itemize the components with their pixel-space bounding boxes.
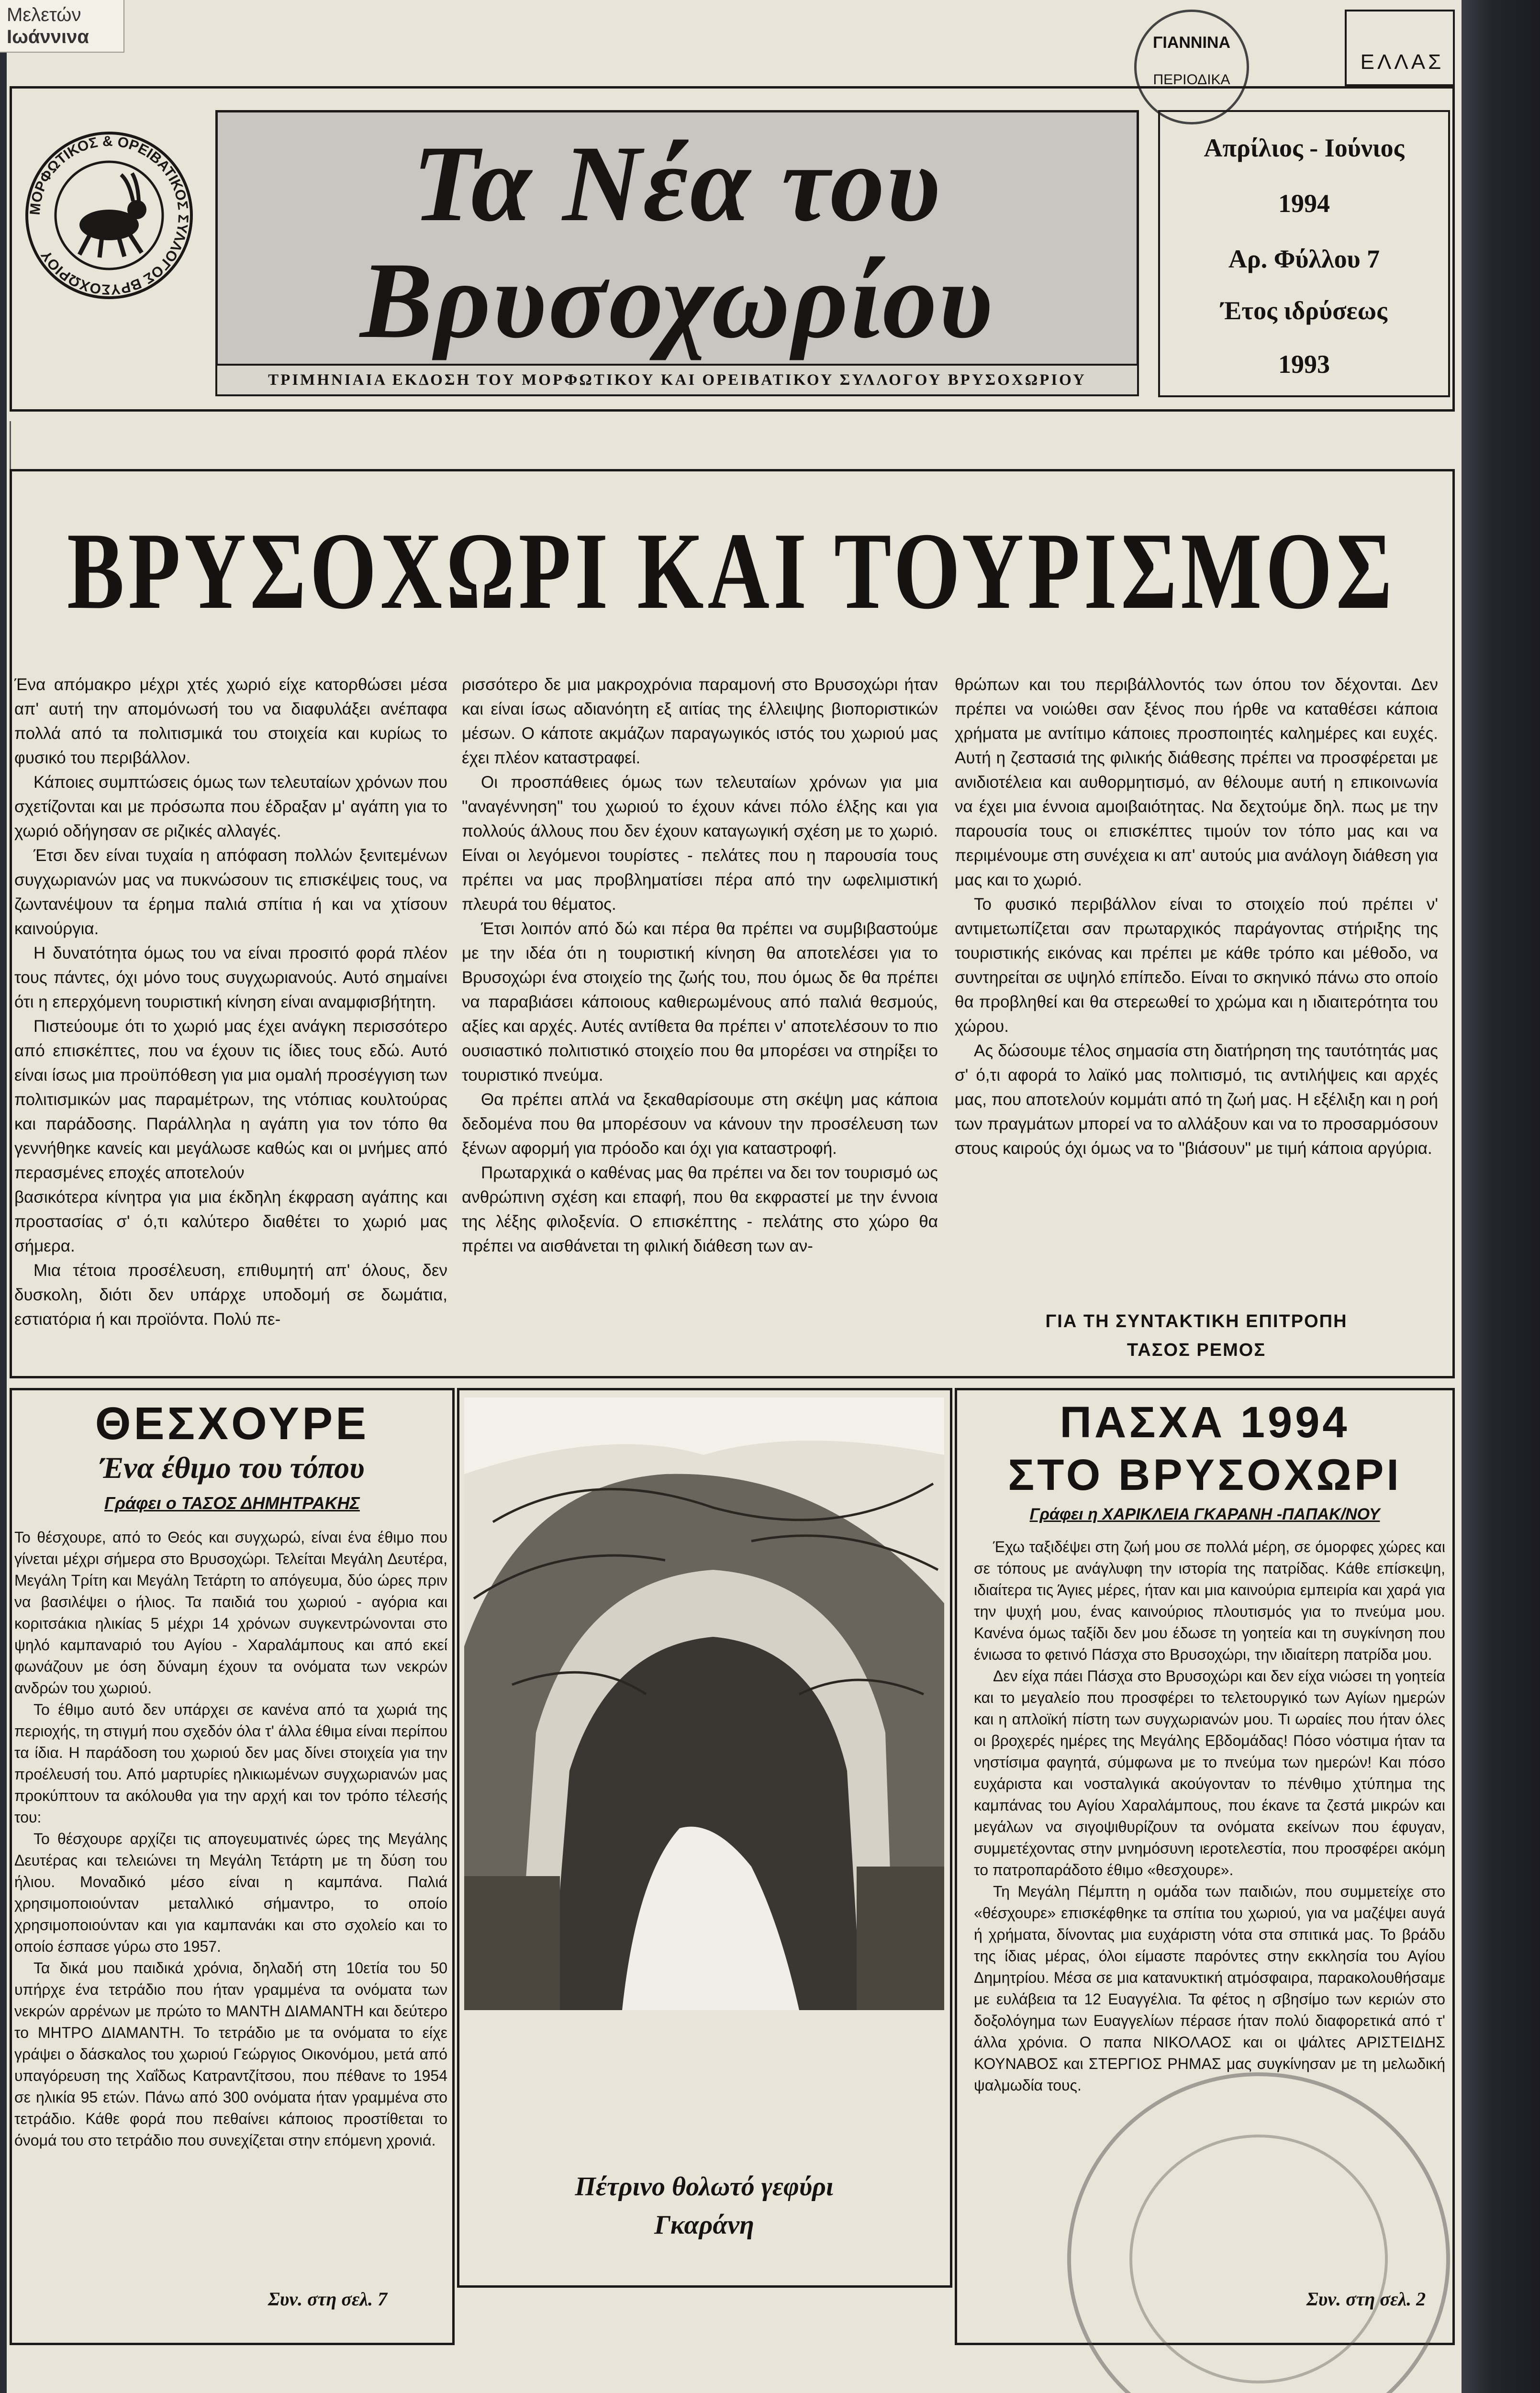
main-col-1: Ένα απόμακρο μέχρι χτές χωριό είχε κατορθώσει μέσα απ' αυτή την απομόνωσή του να διαφυλάξει ανέπαφα πολλά από τα πολιτισμικά του στοιχεία και κυρίως το φυσικό του περιβάλλον. Κάποιες συμπτώσεις όμως των τελευταίων χρόνων που σχετίζονται και με πρόσωπα που έδραξαν μ' αγάπη για το χωριό οδήγησαν σε ριζικές αλλαγές. Έτσι δεν είναι τυχαία η απόφαση πολλών ξενιτεμένων συγχωριανών μας να πυκνώσουν τις επισκέψεις τους, να ζωντανέψουν τα έρημα παλιά σπίτια ή και να χτίσουν καινούργια. Η δυνατότητα όμως του να είναι προσιτό φορά πλέον τους πάντες, όχι μόνο τους συγχωριανούς. Αυτό σημαίνει ότι η επερχόμενη τουριστική κίνηση είναι αναμφισβήτητη. Πιστεύουμε ότι το χωριό μας έχει ανάγκη περισσότερο από επισκέπτες, που να έχουν τις ίδιες τους εδώ. Αυτό είναι ίσως μια προϋπόθεση για μια ομαλή προσέγγιση των πολιτισμικών μας παραμέτρων, της ντόπιας κουλτούρας και παράδοσης. Παράλληλα η αγάπη για τον τόπο θα γεννήθηκε κανείς και μεγάλωσε καθώς και οι μνήμες από περασμένες εποχές αποτελούν βασικότερα κίνητρα για μια έκδηλη έκφραση αγάπης και προστασίας σ' ό,τι καλύτερο διαθέτει το χωριό μας σήμερα. Μια τέτοια προσέλευση, επιθυμητή απ' όλους, δεν δυσκολη, διότι δεν υπάρχε υποδομή σε δωμάτια, εστιατόρια ή και προϊόντα. Πολύ πε- xyxy=(14,675,447,1329)
postal-country-box xyxy=(1345,10,1455,86)
postal-stamp-top: ΓΙΑΝΝΙΝΑ xyxy=(1152,34,1231,52)
issue-year: 1994 xyxy=(1278,189,1330,218)
signature-line2: ΤΑΣΟΣ ΡΕΜΟΣ xyxy=(1127,1340,1266,1360)
signature-line1: ΓΙΑ ΤΗ ΣΥΝΤΑΚΤΙΚΗ ΕΠΙΤΡΟΠΗ xyxy=(1045,1311,1348,1331)
photo-caption-line2: Γκαράνη xyxy=(654,2210,754,2240)
archive-label xyxy=(0,0,124,53)
issue-period: Απρίλιος - Ιούνιος xyxy=(1204,134,1405,162)
club-logo xyxy=(23,129,195,302)
masthead-title-line1: Τα Νέα του xyxy=(412,123,942,244)
postal-stamp-bottom: ΠΕΡΙΟΔΙΚΑ xyxy=(1153,72,1230,88)
founded-year: 1993 xyxy=(1278,350,1330,379)
pasxa-body: Έχω ταξιδέψει στη ζωή μου σε πολλά μέρη, σε όμορφες χώρες και σε τόπους με ανάγλυφη την ιστορία της πατρίδας. Κάθε επίσκεψη, ιδιαίτερα τις Άγιες μέρες, ήταν και μια καινούρια εμπειρία και χαρά για την ψυχή μου, ένας καινούριος πλουτισμός για το πνεύμα μου. Κανένα όμως ταξίδι δεν μου έδωσε τη γοητεία και τη συγκίνηση που ένιωσα το φετινό Πάσχα στο Βρυσοχώρι, την ιδιαίτερη πατρίδα μου. Δεν είχα πάει Πάσχα στο Βρυσοχώρι και δεν είχα νιώσει τη γοητεία και το μεγαλείο που προσφέρει το τελετουργικό των Αγίων ημερών και η απλοϊκή πίστη των συγχωριανών μου. Τι ωραίες που ήταν όλες οι βροχερές ημέρες της Μεγάλης Εβδομάδας! Πόσο νόστιμα ήταν τα νηστίσιμα φαγητά, σύμφωνα με το πνεύμα των ημερών! Και πόσο ευχάριστα και νοσταλγικά ακούγονταν το πένθιμο χτύπημα της καμπάνας του Αγίου Χαραλάμπους, που έκανε τα ζεστά μικρών και μεγάλων να σιγοψιθυρίζουν τα ονόματα εκείνων που έφυγαν, συμμετέχοντας στην μνημόσυνη ιεροτελεστία, που προσφέρει ακόμη το πατροπαράδοτο έθιμο «θεσχουρε». Τη Μεγάλη Πέμπτη η ομάδα των παιδιών, που συμμετείχε στο «θέσχουρε» επισκέφθηκε τα σπίτια του χωριού, για να μαζέψει αυγά ή χρήματα, δίνοντας μια ευχάριστη νότα στα σπιτικά μας. Το βράδυ της ίδιας μέρας, όλοι είμαστε παρόντες στην εκκλησία του Αγίου Δημητρίου. Μέσα σε μια κατανυκτική ατμόσφαιρα, παρακολουθήσαμε με ευλάβεια τα 12 Ευαγγέλια. Τα φέτος η σβησίμο των κεριών στο δοξολόγημα των Ευαγγελίων πέρασε ήταν πολύ διαφορετικά από τ' άλλα χρόνια. Ο παπα ΝΙΚΟΛΑΟΣ και οι ψάλτες ΑΡΙΣΤΕΙΔΗΣ ΚΟΥΝΑΒΟΣ και ΣΤΕΡΓΙΟΣ ΡΗΜΑΣ μας συγκίνησαν με τη μελωδική ψαλμωδία τους. xyxy=(974,1538,1445,2094)
thesxoure-continued: Συν. στη σελ. 7 xyxy=(268,2288,388,2310)
masthead-subtitle: ΤΡΙΜΗΝΙΑΙΑ ΕΚΔΟΣΗ ΤΟΥ ΜΟΡΦΩΤΙΚΟΥ ΚΑΙ ΟΡΕΙΒΑΤΙΚΟΥ ΣΥΛΛΟΓΟΥ ΒΡΥΣΟΧΩΡΙΟΥ xyxy=(268,371,1086,389)
archive-label-line1: Μελετών xyxy=(7,4,81,25)
archive-label-line2: Ιωάννινα xyxy=(7,26,89,47)
logo-ring-text: ΜΟΡΦΩΤΙΚΟΣ & ΟΡΕΙΒΑΤΙΚΟΣ ΣΥΛΛΟΓΟΣ ΒΡΥΣΟΧΩΡΙΟΥ xyxy=(27,133,191,298)
main-headline: ΒΡΥΣΟΧΩΡΙ ΚΑΙ ΤΟΥΡΙΣΜΟΣ xyxy=(67,510,1396,632)
issue-info-box xyxy=(1158,110,1450,397)
pasxa-title-line1: ΠΑΣΧΑ 1994 xyxy=(1060,1398,1350,1447)
bridge-photo xyxy=(464,1398,944,2010)
thesxoure-body: Το θέσχουρε, από το Θεός και συγχωρώ, είναι ένα έθιμο που γίνεται μέχρι σήμερα στο Βρυσοχώρι. Τελείται Μεγάλη Δευτέρα, Μεγάλη Τρίτη και Μεγάλη Τετάρτη το απόγευμα, δύο ώρες πριν να βασιλέψει ο ήλιος. Τα παιδιά του χωριού - αγόρια και κοριτσάκια ηλικίας 5 μέχρι 14 χρόνων συγκεντρώνονται στο ψηλό καμπαναριό του Αγίου - Χαραλάμπους και από εκεί φωνάζουν με όση δύναμη έχουν τα ονόματα των νεκρών ανδρών του χωριού. Το έθιμο αυτό δεν υπάρχει σε κανένα από τα χωριά της περιοχής, τη στιγμή που σχεδόν όλα τ' άλλα έθιμα είναι περίπου τα ίδια. Η παράδοση του χωριού δεν μας δίνει στοιχεία για την προέλευσή του. Από μαρτυρίες ηλικιωμένων συγχωριανών μας προκύπτουν τα ακόλουθα για την αρχή και τον τρόπο τέλεσής του: Το θέσχουρε αρχίζει τις απογευματινές ώρες της Μεγάλης Δευτέρας και τελειώνει τη Μεγάλη Τετάρτη με τη δύση του ήλιου. Μοναδικό μέσο είναι η καμπάνα. Παλιά χρησιμοποιούνταν μεταλλικό σήμαντρο, το οποίο χρησιμοποιούνταν και για καμπανάκι και στο σχολείο και το οποίο έσπασε γύρω στο 1957. Τα δικά μου παιδικά χρόνια, δηλαδή στη 10ετία του 50 υπήρχε ένα τετράδιο που ήταν γραμμένα τα ονόματα των νεκρών αρρένων με πρώτο το ΜΑΝΤΗ ΔΙΑΜΑΝΤΗ και δεύτερο το ΜΗΤΡΟ ΔΙΑΜΑΝΤΗ. Το τετράδιο με τα ονόματα το είχε γράψει ο δάσκαλος του χωριού Γεώργιος Οικονόμου, μετά από υπαγόρευση της Χαΐδως Κατραντζίτσου, που πέθανε το 1954 σε ηλικία 95 ετών. Πάνω από 300 ονόματα ήταν γραμμένα στο τετράδιο. Κάθε φορά που πεθαίνει κάποιος προστίθεται το όνομά του στο τετράδιο που συνεχίζεται στην επόμενη χρονιά. xyxy=(14,1529,447,2149)
masthead-title-box xyxy=(215,110,1139,378)
binder-edge xyxy=(1462,0,1540,2393)
main-col-3: θρώπων και του περιβάλλοντός των όπου τον δέχονται. Δεν πρέπει να νοιώθει σαν ξένος που ήρθε να καταθέσει κάποια χρήματα με αντίτιμο κάποιες προσποιητές καλημέρες και ευχές. Αυτή η ζεστασιά της φιλικής διάθεσης πρέπει να προσφέρεται με ανιδιοτέλεια και αυθορμητισμό, αν θέλουμε αυτή η επικοινωνία να έχει μια έννοια αμοιβαιότητας. Να δεχτούμε δηλ. πως με την παρουσία τους οι επισκέπτες τιμούν τον τόπο μας και να περιμένουμε στη συνέχεια κι απ' αυτούς μια ανάλογη διάθεση για μας και το χωριό. Το φυσικό περιβάλλον είναι το στοιχείο πού πρέπει ν' αντιμετωπίζεται σαν πρωταρχικός παράγοντας στήριξης της τουριστικής εικόνας και πρέπει με κάθε τρόπο και μέθοδο, να συντηρείται σε υψηλό επίπεδο. Είναι το σκηνικό πάνω στο οποίο θα προβληθεί και θα στερεωθεί το χρώμα και η ιδιαιτερότητα του χώρου. Ας δώσουμε τέλος σημασία στη διατήρηση της ταυτότητάς μας σ' ό,τι αφορά το λαϊκό μας πολιτισμό, τις αντιλήψεις και αρχές μας, που αποτελούν κομμάτι από τη ζωή μας. Η εξέλιξη και η ροή των πραγμάτων μπορεί να το αλλάξουν και να το προσαρμόσουν στους καιρούς όχι όμως να το "βιάσουν" με τιμή κάποια αργύρια. xyxy=(955,675,1438,1158)
masthead-subtitle-bar xyxy=(215,364,1139,396)
pasxa-continued: Συν. στη σελ. 2 xyxy=(1306,2288,1426,2310)
thesxoure-title: ΘΕΣΧΟΥΡΕ xyxy=(95,1398,369,1449)
pasxa-title-line2: ΣΤΟ ΒΡΥΣΟΧΩΡΙ xyxy=(1008,1451,1402,1499)
issue-number: Αρ. Φύλλου 7 xyxy=(1228,245,1380,273)
chamois-icon xyxy=(79,173,146,257)
main-col-2: ρισσότερο δε μια μακροχρόνια παραμονή στο Βρυσοχώρι ήταν και είναι ίσως αδιανόητη εξ αιτίας της έλλειψης βιοποριστικών μέσων. Ο κάποτε ακμάζων παραγωγικός ιστός του χωριού μας έχει πλέον καταστραφεί. Οι προσπάθειες όμως των τελευταίων χρόνων για μια "αναγέννηση" του χωριού το έχουν κάνει πόλο έλξης και για πολλούς άλλους που δεν έχουν καταγωγική σχέση με το χωριό. Είναι οι λεγόμενοι τουρίστες - πελάτες που η παρουσία τους πρέπει να μας προβληματίσει πέρα από την ωφελιμιστική πλευρά του θέματος. Έτσι λοιπόν από δώ και πέρα θα πρέπει να συμβιβαστούμε με την ιδέα ότι η τουριστική κίνηση θα αποτελέσει για το Βρυσοχώρι ένα στοιχείο της ζωής του, που όμως δε θα πρέπει να παραβιάσει κάποιους καθιερωμένους από παλιά θεσμούς, αξίες και αρχές. Αυτές αντίθετα θα πρέπει ν' αποτελέσουν το πιο ουσιαστικό πολιτιστικό στοιχείο που θα μπορέσει να στηρίξει το τουριστικό πνεύμα. Θα πρέπει απλά να ξεκαθαρίσουμε στη σκέψη μας κάποια δεδομένα που θα μπορέσουν να κάνουν την προσέλευση των ξένων αφορμή για πρόοδο και όχι για καταστροφή. Πρωταρχικά ο καθένας μας θα πρέπει να δει τον τουρισμό ως ανθρώπινη σχέση και επαφή, που θα εκφραστεί με την έννοια της λέξης φιλοξενία. Ο επισκέπτης - πελάτης στο χώρο θα πρέπει να αισθάνεται τη φιλική διάθεση των αν- xyxy=(462,675,938,1255)
postal-country: ΕΛΛΑΣ xyxy=(1360,50,1444,74)
thesxoure-byline: Γράφει ο ΤΑΣΟΣ ΔΗΜΗΤΡΑΚΗΣ xyxy=(104,1493,360,1513)
photo-caption-line1: Πέτρινο θολωτό γεφύρι xyxy=(575,2172,834,2202)
pasxa-byline: Γράφει η ΧΑΡΙΚΛΕΙΑ ΓΚΑΡΑΝΗ -ΠΑΠΑΚ/ΝΟΥ xyxy=(1029,1505,1380,1523)
masthead-title-line2: Βρυσοχωρίου xyxy=(360,240,994,361)
thesxoure-subtitle: Ένα έθιμο του τόπου xyxy=(100,1451,365,1485)
library-stamp-inner xyxy=(1129,2135,1388,2383)
founded-label: Έτος ιδρύσεως xyxy=(1221,296,1387,325)
